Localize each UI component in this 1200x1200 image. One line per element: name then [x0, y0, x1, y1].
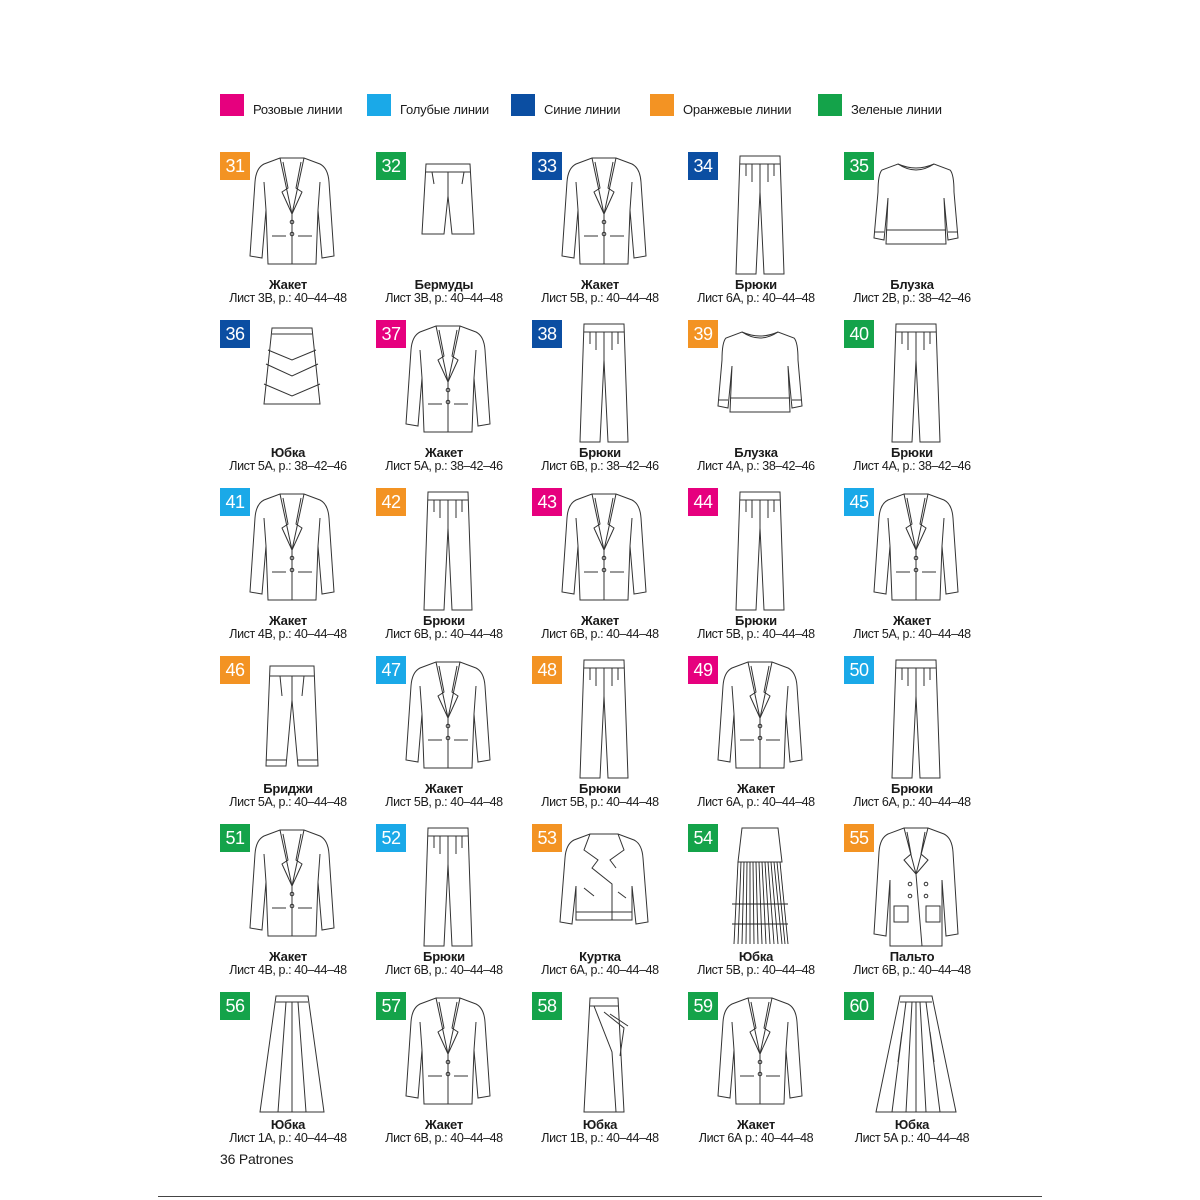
item-sheet-sizes: Лист 6А р.: 40–44–48 [698, 1131, 814, 1145]
item-number-badge: 32 [376, 152, 406, 180]
catalog-item [682, 820, 838, 988]
item-sheet-sizes: Лист 4В, р.: 40–44–48 [229, 963, 347, 977]
legend-swatch [511, 94, 535, 116]
item-number-badge: 51 [220, 824, 250, 852]
legend-label: Синие линии [544, 102, 621, 117]
catalog-item [214, 988, 370, 1156]
jacket-icon [242, 488, 342, 612]
item-sheet-sizes: Лист 5А, р.: 40–44–48 [853, 627, 971, 641]
item-sheet-sizes: Лист 6А, р.: 40–44–48 [541, 963, 659, 977]
item-name: Брюки [423, 613, 465, 628]
item-sheet-sizes: Лист 5В, р.: 40–44–48 [697, 963, 815, 977]
item-number-badge: 42 [376, 488, 406, 516]
legend-label: Голубые линии [400, 102, 489, 117]
bottom-rule [158, 1196, 1042, 1197]
item-number-badge: 55 [844, 824, 874, 852]
item-name: Пальто [889, 949, 935, 964]
catalog-item [526, 484, 682, 652]
item-name: Жакет [268, 277, 308, 292]
item-name: Жакет [580, 613, 620, 628]
catalog-item [682, 316, 838, 484]
item-number-badge: 56 [220, 992, 250, 1020]
item-number-badge: 35 [844, 152, 874, 180]
item-number-badge: 41 [220, 488, 250, 516]
trousers-icon [866, 320, 966, 444]
item-sheet-sizes: Лист 4А, р.: 38–42–46 [853, 459, 971, 473]
jacket-icon [398, 656, 498, 780]
item-name: Брюки [891, 445, 933, 460]
item-number-badge: 50 [844, 656, 874, 684]
trousers-icon [398, 488, 498, 612]
catalog-item [682, 988, 838, 1156]
catalog-item [838, 316, 994, 484]
coat-icon [866, 824, 966, 948]
item-number-badge: 44 [688, 488, 718, 516]
item-number-badge: 58 [532, 992, 562, 1020]
catalog-item [214, 820, 370, 988]
item-sheet-sizes: Лист 4В, р.: 40–44–48 [229, 627, 347, 641]
fringe-skirt-icon [710, 824, 810, 948]
catalog-item [526, 820, 682, 988]
catalog-item [526, 652, 682, 820]
biker-jacket-icon [554, 824, 654, 948]
item-sheet-sizes: Лист 6В, р.: 40–44–48 [541, 627, 659, 641]
item-name: Жакет [424, 445, 464, 460]
catalog-item [370, 148, 526, 316]
item-name: Юбка [270, 1117, 306, 1132]
wrap-skirt-icon [554, 992, 654, 1116]
jacket-icon [866, 488, 966, 612]
jacket-icon [242, 152, 342, 276]
item-sheet-sizes: Лист 3В, р.: 40–44–48 [229, 291, 347, 305]
item-name: Жакет [580, 277, 620, 292]
trousers-icon [554, 320, 654, 444]
item-name: Юбка [894, 1117, 930, 1132]
item-sheet-sizes: Лист 4А, р.: 38–42–46 [697, 459, 815, 473]
item-number-badge: 36 [220, 320, 250, 348]
item-sheet-sizes: Лист 5А, р.: 38–42–46 [385, 459, 503, 473]
item-number-badge: 40 [844, 320, 874, 348]
pattern-catalog-grid [214, 148, 994, 1148]
jacket-icon [398, 992, 498, 1116]
jacket-icon [554, 152, 654, 276]
jacket-icon [554, 488, 654, 612]
item-sheet-sizes: Лист 5В, р.: 40–44–48 [385, 795, 503, 809]
item-name: Жакет [736, 1117, 776, 1132]
item-name: Бермуды [414, 277, 474, 292]
item-name: Брюки [423, 949, 465, 964]
item-name: Юбка [582, 1117, 618, 1132]
item-number-badge: 59 [688, 992, 718, 1020]
item-name: Жакет [268, 613, 308, 628]
item-name: Юбка [738, 949, 774, 964]
item-sheet-sizes: Лист 6В, р.: 40–44–48 [385, 627, 503, 641]
catalog-item [370, 316, 526, 484]
item-number-badge: 45 [844, 488, 874, 516]
item-sheet-sizes: Лист 6А, р.: 40–44–48 [853, 795, 971, 809]
item-name: Брюки [735, 613, 777, 628]
skirt-icon [242, 320, 342, 444]
catalog-item [682, 652, 838, 820]
legend-label: Зеленые линии [851, 102, 942, 117]
item-sheet-sizes: Лист 2В, р.: 38–42–46 [853, 291, 971, 305]
long-skirt-icon [242, 992, 342, 1116]
item-name: Брюки [891, 781, 933, 796]
catalog-item [526, 316, 682, 484]
item-number-badge: 43 [532, 488, 562, 516]
blouse-icon [710, 320, 810, 444]
item-name: Брюки [579, 445, 621, 460]
item-sheet-sizes: Лист 1В, р.: 40–44–48 [541, 1131, 659, 1145]
item-sheet-sizes: Лист 6В, р.: 40–44–48 [385, 963, 503, 977]
item-number-badge: 37 [376, 320, 406, 348]
item-name: Бриджи [263, 781, 313, 796]
item-number-badge: 39 [688, 320, 718, 348]
item-sheet-sizes: Лист 5А, р.: 38–42–46 [229, 459, 347, 473]
item-name: Жакет [736, 781, 776, 796]
catalog-item [370, 988, 526, 1156]
item-sheet-sizes: Лист 5А р.: 40–44–48 [854, 1131, 970, 1145]
color-legend [220, 92, 980, 122]
bermuda-shorts-icon [398, 152, 498, 276]
item-sheet-sizes: Лист 6В, р.: 40–44–48 [385, 1131, 503, 1145]
legend-label: Оранжевые линии [683, 102, 792, 117]
item-sheet-sizes: Лист 5В, р.: 40–44–48 [541, 795, 659, 809]
catalog-item [682, 484, 838, 652]
page-footer [220, 1151, 293, 1167]
item-name: Жакет [892, 613, 932, 628]
page-number: 36 [220, 1151, 236, 1167]
item-name: Брюки [735, 277, 777, 292]
item-number-badge: 52 [376, 824, 406, 852]
trousers-icon [554, 656, 654, 780]
item-number-badge: 49 [688, 656, 718, 684]
catalog-item [370, 820, 526, 988]
catalog-item [682, 148, 838, 316]
item-sheet-sizes: Лист 6А, р.: 40–44–48 [697, 795, 815, 809]
item-number-badge: 34 [688, 152, 718, 180]
item-name: Жакет [424, 1117, 464, 1132]
legend-swatch [220, 94, 244, 116]
catalog-item [838, 652, 994, 820]
jacket-icon [710, 992, 810, 1116]
catalog-item [838, 820, 994, 988]
item-name: Юбка [270, 445, 306, 460]
catalog-item [214, 148, 370, 316]
legend-label: Розовые линии [253, 102, 343, 117]
item-number-badge: 47 [376, 656, 406, 684]
item-name: Брюки [579, 781, 621, 796]
trousers-icon [398, 824, 498, 948]
breeches-icon [242, 656, 342, 780]
item-sheet-sizes: Лист 5В, р.: 40–44–48 [697, 627, 815, 641]
trousers-icon [866, 656, 966, 780]
item-number-badge: 33 [532, 152, 562, 180]
item-name: Куртка [579, 949, 621, 964]
catalog-item [838, 484, 994, 652]
catalog-item [838, 988, 994, 1156]
item-number-badge: 31 [220, 152, 250, 180]
item-number-badge: 60 [844, 992, 874, 1020]
item-sheet-sizes: Лист 3В, р.: 40–44–48 [385, 291, 503, 305]
catalog-item [370, 484, 526, 652]
item-number-badge: 53 [532, 824, 562, 852]
item-name: Блузка [734, 445, 778, 460]
jacket-icon [710, 656, 810, 780]
legend-swatch [650, 94, 674, 116]
pleated-skirt-icon [866, 992, 966, 1116]
item-name: Жакет [424, 781, 464, 796]
catalog-item [370, 652, 526, 820]
catalog-item [838, 148, 994, 316]
item-number-badge: 46 [220, 656, 250, 684]
catalog-item [214, 316, 370, 484]
trousers-icon [710, 488, 810, 612]
catalog-item [214, 652, 370, 820]
blouse-icon [866, 152, 966, 276]
catalog-item [214, 484, 370, 652]
catalog-item [526, 148, 682, 316]
item-sheet-sizes: Лист 5В, р.: 40–44–48 [541, 291, 659, 305]
item-sheet-sizes: Лист 5А, р.: 40–44–48 [229, 795, 347, 809]
item-name: Блузка [890, 277, 934, 292]
jacket-icon [398, 320, 498, 444]
item-sheet-sizes: Лист 6В, р.: 40–44–48 [853, 963, 971, 977]
catalog-item [526, 988, 682, 1156]
item-sheet-sizes: Лист 6В, р.: 38–42–46 [541, 459, 659, 473]
item-number-badge: 38 [532, 320, 562, 348]
jacket-icon [242, 824, 342, 948]
item-sheet-sizes: Лист 6А, р.: 40–44–48 [697, 291, 815, 305]
trousers-icon [710, 152, 810, 276]
legend-swatch [367, 94, 391, 116]
legend-swatch [818, 94, 842, 116]
magazine-name: Patrones [238, 1151, 294, 1167]
item-sheet-sizes: Лист 1А, р.: 40–44–48 [229, 1131, 347, 1145]
item-number-badge: 48 [532, 656, 562, 684]
item-number-badge: 57 [376, 992, 406, 1020]
item-number-badge: 54 [688, 824, 718, 852]
item-name: Жакет [268, 949, 308, 964]
